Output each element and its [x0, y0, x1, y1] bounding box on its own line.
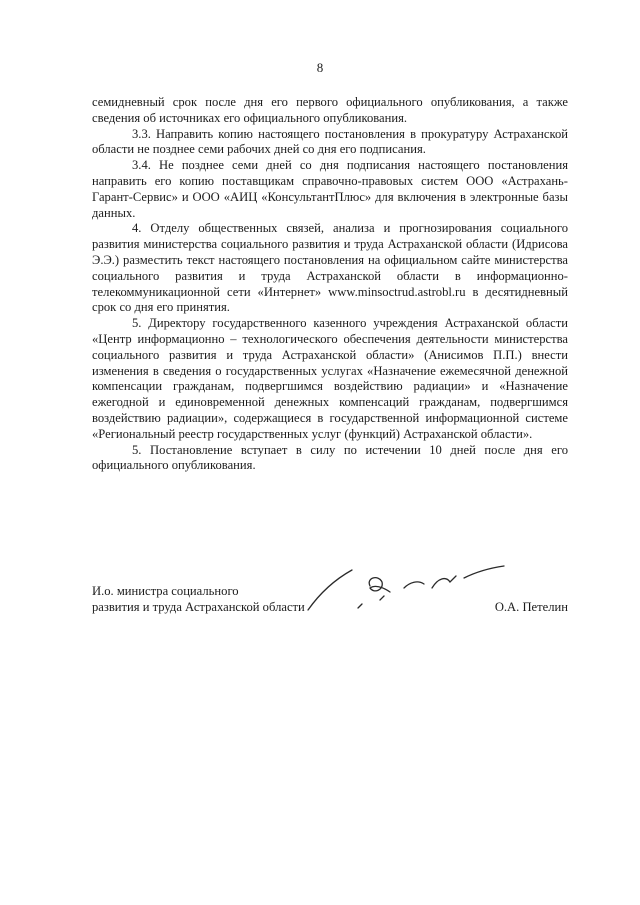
- signatory-title-line2: развития и труда Астраханской области: [92, 600, 305, 614]
- paragraph-5: 5. Директору государственного казенного учреждения Астраханской области «Центр информационно – технологического обеспечения деятельности министерства социального развития и труда Астраханской области» (Анисимов П.П.) внести изменения в сведения о государственных услугах «Назначение ежемесячной денежной компенсации гражданам, подвергшимся воздействию радиации» и «Назначение ежегодной и единовременной денежных компенсаций гражданам, подвергшимся воздействию радиации», содержащиеся в государственной информационной системе «Региональный реестр государственных услуг (функций) Астраханской области».: [92, 316, 568, 441]
- signatory-title-line1: И.о. министра социального: [92, 584, 239, 598]
- page-number: 8: [316, 60, 324, 75]
- paragraph-5-effective: 5. Постановление вступает в силу по истечении 10 дней после дня его официального опубликования.: [92, 442, 568, 473]
- paragraph-4: 4. Отделу общественных связей, анализа и прогнозирования социального развития министерства социального развития и труда Астраханской области (Идрисова Э.Э.) разместить текст настоящего постановления на официальном сайте министерства социального развития и труда Астраханской области в информационно-телекоммуникационной сети «Интернет» www.minsoctrud.astrobl.ru в десятидневный срок со дня его принятия.: [92, 221, 568, 315]
- paragraph-continuation: семидневный срок после дня его первого официального опубликования, а также сведения об источниках его официального опубликования.: [92, 95, 568, 125]
- signatory-name: О.А. Петелин: [494, 600, 568, 614]
- paragraph-3-3: 3.3. Направить копию настоящего постановления в прокуратуру Астраханской области не позднее семи рабочих дней со дня его подписания.: [92, 126, 568, 157]
- paragraph-3-4: 3.4. Не позднее семи дней со дня подписания настоящего постановления направить его копию поставщикам справочно-правовых систем ООО «Астрахань-Гарант-Сервис» и ООО «АИЦ «КонсультантПлюс» для включения в электронные базы данных.: [92, 158, 568, 220]
- document-body: [92, 95, 568, 474]
- signature-block: [92, 583, 568, 615]
